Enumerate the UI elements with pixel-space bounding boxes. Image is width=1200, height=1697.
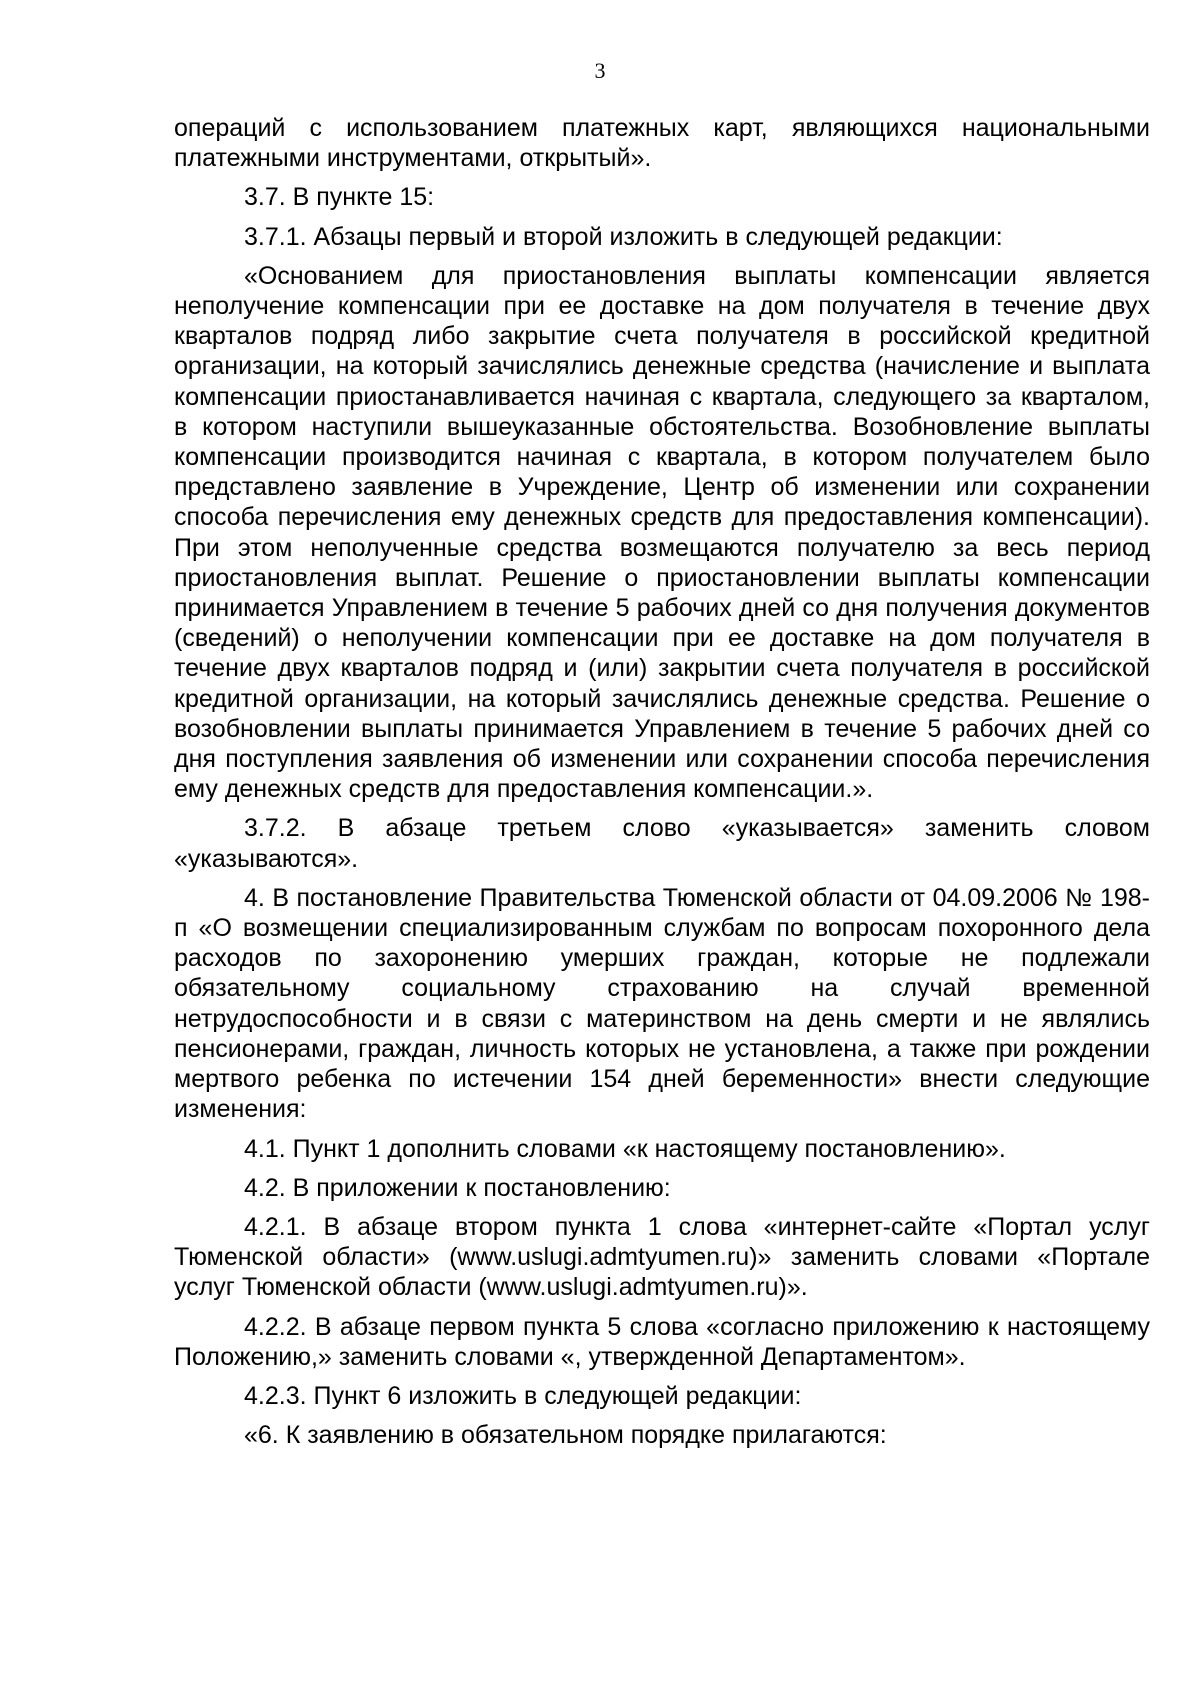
paragraph-quote-compensation: «Основанием для приостановления выплаты компенсации является неполучение компенсации при ее доставке на дом получателя в течение двух кварталов подряд либо закрытие счета получателя в российской кредитной организации, на который зачислялись денежные средства (начисление и выплата компенсации приостанавливается начиная с квартала, следующего за кварталом, в котором наступили вышеуказанные обстоятельства. Возобновление выплаты компенсации производится начиная с квартала, в котором получателем было представлено заявление в Учреждение, Центр об изменении или сохранении способа перечисления ему денежных средств для предоставления компенсации). При этом неполученные средства возмещаются получателю за весь период приостановления выплат. Решение о приостановлении выплаты компенсации принимается Управлением в течение 5 рабочих дней со дня получения документов (сведений) о неполучении компенсации при ее доставке на дом получателя в течение двух кварталов подряд и (или) закрытии счета получателя в российской кредитной организации, на который зачислялись денежные средства. Решение о возобновлении выплаты принимается Управлением в течение 5 рабочих дней со дня поступления заявления об изменении или сохранении способа перечисления ему денежных средств для предоставления компенсации.». (174, 261, 1150, 804)
paragraph-3-7-2: 3.7.2. В абзаце третьем слово «указывается» заменить словом «указываются». (174, 814, 1150, 873)
paragraph-3-7-1: 3.7.1. Абзацы первый и второй изложить в следующей редакции: (244, 222, 1003, 251)
paragraph-4-2-2: 4.2.2. В абзаце первом пункта 5 слова «согласно приложению к настоящему Положению,» заменить словами «, утвержденной Департаментом». (174, 1312, 1150, 1371)
paragraph-4-1: 4.1. Пункт 1 дополнить словами «к настоящему постановлению». (244, 1134, 1006, 1163)
paragraph-4: 4. В постановление Правительства Тюменской области от 04.09.2006 № 198-п «О возмещении специализированным службам по вопросам похоронного дела расходов по захоронению умерших граждан, которые не подлежали обязательному социальному страхованию на случай временной нетрудоспособности и в связи с материнством на день смерти и не являлись пенсионерами, граждан, личность которых не установлена, а также при рождении мертвого ребенка по истечении 154 дней беременности» внести следующие изменения: (174, 883, 1150, 1124)
paragraph-continuation: операций с использованием платежных карт, являющихся национальными платежными инструментами, открытый». (174, 114, 1150, 173)
document-body (174, 113, 1150, 1459)
paragraph-3-7: 3.7. В пункте 15: (244, 183, 435, 212)
paragraph-quote-6: «6. К заявлению в обязательном порядке прилагаются: (244, 1421, 887, 1450)
paragraph-4-2-1: 4.2.1. В абзаце втором пункта 1 слова «интернет-сайте «Портал услуг Тюменской области» (www.uslugi.admtyumen.ru)» заменить словами «Портале услуг Тюменской области (www.uslugi.admtyumen.ru)». (174, 1212, 1150, 1302)
paragraph-4-2: 4.2. В приложении к постановлению: (244, 1173, 671, 1202)
paragraph-4-2-3: 4.2.3. Пункт 6 изложить в следующей редакции: (244, 1381, 802, 1410)
page-number: 3 (594, 58, 606, 83)
